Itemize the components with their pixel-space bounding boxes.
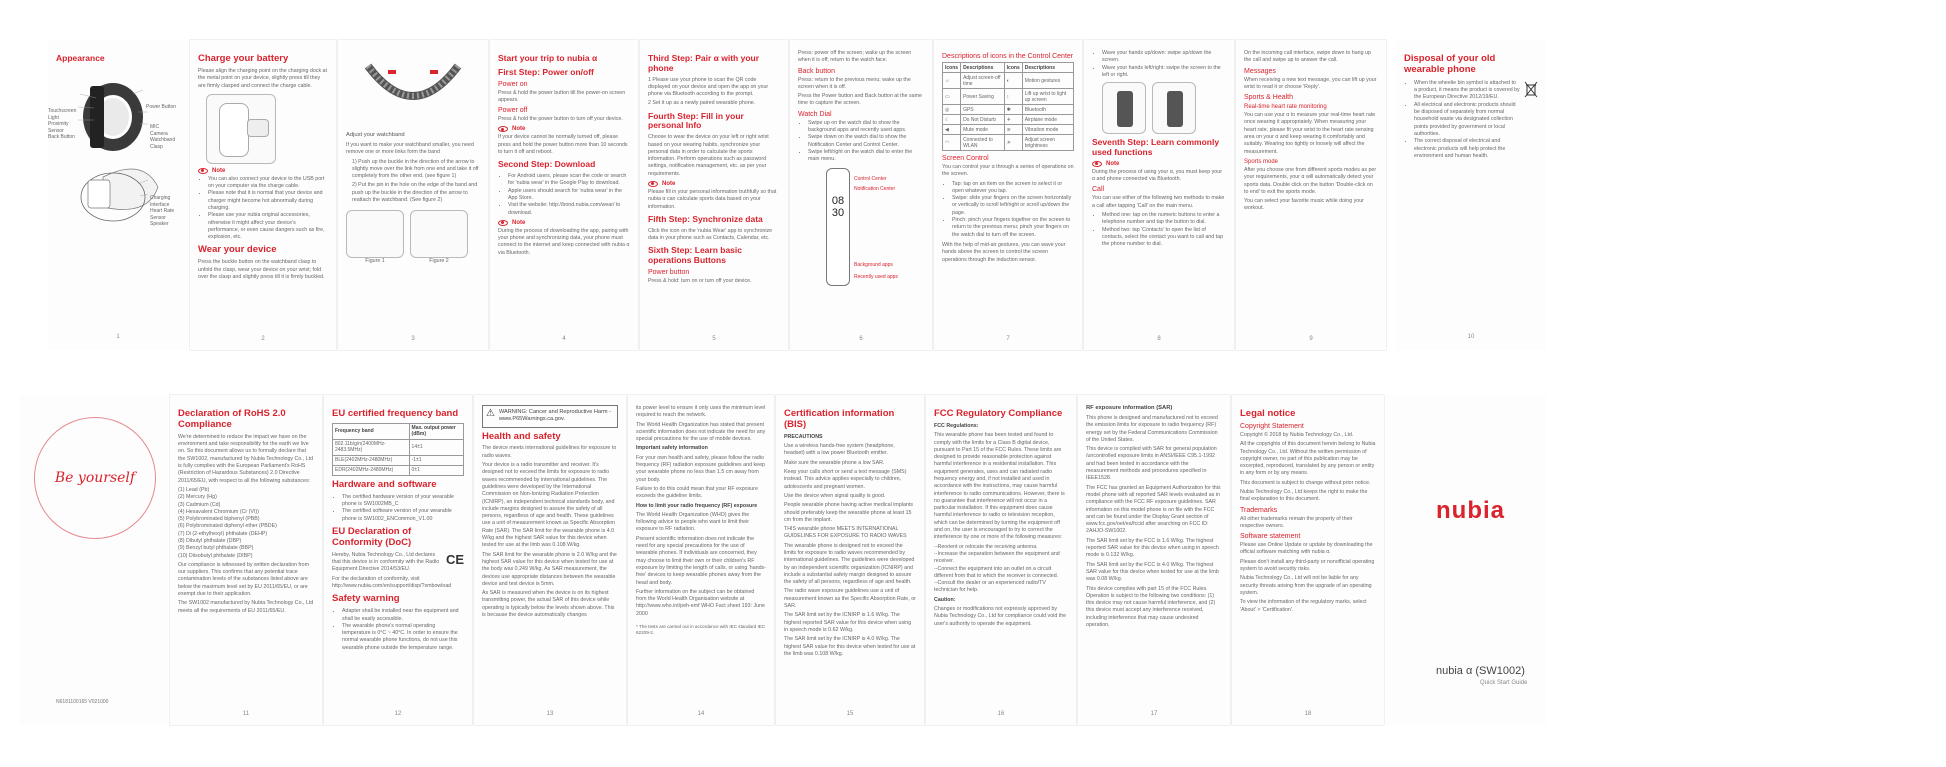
page-number: 16 bbox=[997, 711, 1005, 717]
sar-text: This phone is designed and manufactured not to exceed the emission limits for exposure to radio frequency (RF) energy set by the Federal Communications Commission of the United States. bbox=[1086, 414, 1218, 443]
page-8 bbox=[1084, 40, 1234, 350]
bis-text: Keep your calls short or send a text message (SMS) instead. This advice applies especially to children, adolescents and pregnant women. bbox=[784, 469, 907, 490]
sar-text: This device complies with part 15 of the FCC Rules. Operation is subject to the following two conditions: (1) this device may not cause harmful interference, and (2) this device must accept any interference received, including interference that may cause undesired operation. bbox=[1086, 585, 1216, 628]
label-sensor: Sensor bbox=[48, 127, 64, 134]
adjust-heading: Adjust your watchband bbox=[346, 132, 405, 138]
page-title: FCC Regulatory Compliance bbox=[934, 408, 1063, 419]
sports-mode-heading: Sports mode bbox=[1244, 158, 1279, 165]
gesture-illustrations bbox=[1102, 82, 1226, 134]
page-number: 14 bbox=[697, 711, 705, 717]
list-item: • Method two: tap 'Contacts' to open the list of contacts, select the contact you want to call and tap the phone number to dial. bbox=[1102, 227, 1226, 249]
slogan-text: Be yourself bbox=[54, 470, 136, 486]
rohs-compliance-text: Our compliance is witnessed by written declaration from our suppliers. This confirms that any potential trace contamination levels of the substances listed above are below the maximum level set by EU 2011/65/EU, or are exempt due to their application. bbox=[178, 561, 310, 598]
table-row: EDR(2402MHz-2480MHz) 0±1 bbox=[333, 465, 464, 475]
page-12 bbox=[324, 395, 472, 725]
page-15 bbox=[776, 395, 924, 725]
list-item: • Swipe down on the watch dial to show the Notification Center and Control Center. bbox=[808, 134, 924, 149]
list-item: • Swipe up on the watch dial to show the background apps and recently used apps. bbox=[808, 120, 924, 135]
caution-text: Changes or modifications not expressly approved by Nubia Technology Co., Ltd for compliance could void the user's authority to operate the equipment. bbox=[934, 606, 1067, 627]
list-item: (8) Dibutyl phthalate (DBP) bbox=[178, 538, 242, 544]
nubia-logo: nubia bbox=[1436, 497, 1505, 524]
rf-text: The World Health Organization has stated that present scientific information does not indicate the need for any special precautions for the use of mobile devices. bbox=[636, 421, 766, 443]
list-item: • All electrical and electronic products should be disposed of separately from normal household waste via designated collection points provided by government or local authorities. bbox=[1414, 102, 1520, 138]
rf-text: Failure to do this could mean that your RF exposure exceeds the guideline limits. bbox=[636, 485, 758, 500]
note-icon bbox=[498, 126, 508, 132]
figure-2-caption: Figure 2 bbox=[429, 258, 449, 265]
table-header: Icons bbox=[943, 63, 961, 73]
incoming-call-text: On the incoming call interface, swipe down to hang up the call and swipe up to answer the call. bbox=[1244, 50, 1371, 64]
safety-text: As SAR is measured when the device is on its highest transmitting power, the actual SAR of this device while operating is typically below the levels shown above. This is because the device automatically changes bbox=[482, 590, 615, 618]
page-number: 6 bbox=[859, 336, 863, 342]
label-speaker: Speaker bbox=[150, 221, 169, 227]
step-title: Sixth Step: Learn basic operations Buttons bbox=[648, 245, 742, 266]
page-7 bbox=[934, 40, 1082, 350]
call-heading: Call bbox=[1092, 186, 1105, 194]
page-16 bbox=[926, 395, 1076, 725]
wear-text: Press the buckle button on the watchband clasp to unfold the clasp, wear your device on your wrist; fold over the clasp and slightly press till it is firmly buckled. bbox=[198, 259, 325, 280]
page-number: 5 bbox=[712, 336, 716, 342]
caution-heading: Caution: bbox=[934, 596, 956, 603]
wave-left-right-image bbox=[1152, 82, 1196, 134]
list-item: • The wearable phone's normal operating temperature is 0°C ~ 40°C. In order to ensure the normal wearable phone functions, do not use this wearable phone outside the temperature range. bbox=[342, 623, 464, 652]
label-light: Light bbox=[48, 114, 59, 121]
note-icon bbox=[1092, 161, 1102, 167]
doc-text: Hereby, Nubia Technology Co., Ltd declares that this device is in conformity with the Radio Equipment Directive 2014/53/EU. bbox=[332, 551, 440, 573]
power-on-heading: Power on bbox=[498, 80, 528, 88]
bis-text: Make sure the wearable phone a low SAR. bbox=[784, 459, 885, 466]
step-title: Fifth Step: Synchronize data bbox=[648, 213, 763, 224]
note-icon bbox=[198, 168, 208, 174]
substance-list bbox=[178, 487, 314, 560]
list-item: • Wave your hands left/right: swipe the screen to the left or right. bbox=[1102, 65, 1226, 80]
page-1 bbox=[48, 40, 188, 350]
list-item: • Adapter shall be installed near the equipment and shall be easily accessible. bbox=[342, 608, 464, 623]
table-header: Descriptions bbox=[961, 63, 1005, 73]
page-title: Declaration of RoHS 2.0 Compliance bbox=[178, 408, 286, 430]
page-number: 7 bbox=[1006, 336, 1010, 342]
section-title: EU Declaration of Conformity (DoC) bbox=[332, 526, 412, 548]
pair-step: 1 Please use your phone to scan the QR code displayed on your device and open the app on your phone via Bluetooth according to the prompt. bbox=[648, 76, 769, 98]
legal-text: Please use Online Update or update by downloading the official software matching with nubia α. bbox=[1240, 542, 1373, 556]
sar-text: The FCC has granted an Equipment Authorization for this model phone with all reported SAR levels evaluated as in compliance with the FCC RF exposure guidelines. SAR information on this model phone is on file with the FCC and can be found under the Display Grant section of www.fcc.gov/oet/ea/fccid after searching on FCC ID: 2AHJO-SW1002. bbox=[1086, 484, 1221, 535]
page-number: 11 bbox=[242, 711, 250, 717]
legal-text: This document is subject to change without prior notice. bbox=[1240, 479, 1371, 486]
page-2 bbox=[190, 40, 336, 350]
bis-text: The SAR limit set by the ICNIRP is 4.0 W/kg. The highest SAR value for this device when tested for use at the limb was 0.108 W/kg. bbox=[784, 636, 916, 657]
page-number: 8 bbox=[1157, 336, 1161, 342]
step-title: Third Step: Pair α with your phone bbox=[648, 53, 760, 73]
list-item: • Pinch: pinch your fingers together on the screen to return to the previous menu; pinch your fingers on the watch dial to turn off the screen. bbox=[952, 217, 1074, 239]
table-row: 802.11b/g/n(2400MHz-2483.5MHz) 14±1 bbox=[333, 439, 464, 455]
note-heading: Note bbox=[198, 168, 328, 174]
label-background-apps: Background apps bbox=[854, 261, 893, 268]
page-number: 10 bbox=[1467, 334, 1475, 340]
table-row: ◎ GPS ✱ Bluetooth bbox=[943, 105, 1074, 115]
bis-text: THIS wearable phone MEETS INTERNATIONAL GUIDELINES FOR EXPOSURE TO RADIO WAVES bbox=[784, 526, 907, 540]
list-item: (4) Hexavalent Chromium (Cr (VI)) bbox=[178, 508, 259, 515]
step-title: Fourth Step: Fill in your personal Info bbox=[648, 110, 744, 131]
icon-table bbox=[942, 62, 1074, 151]
pair-step: 2 Set it up as a newly paired wearable phone. bbox=[648, 100, 756, 107]
rf-text: Further information on the subject can be obtained from the World Health Organisation website at http://www.who.int/peh-emf WHO Fact sheet 193: June 2000 bbox=[636, 588, 765, 617]
list-item: • Please use your nubia original accessories, otherwise it might affect your device's performance, or even cause dangers such as fire, explosion, etc. bbox=[208, 212, 328, 241]
important-heading: Important safety information bbox=[636, 445, 708, 452]
page-number: 15 bbox=[846, 711, 854, 717]
trademarks-heading: Trademarks bbox=[1240, 506, 1278, 514]
sar-text: The SAR limit set by the FCC is 1.6 W/kg. The highest reported SAR value for this device when using in speech mode is 0.132 W/kg. bbox=[1086, 537, 1219, 559]
legal-text: All the copyrights of this document herein belong to Nubia Technology Co., Ltd. Without the written permission of copyright owner, no part of this publication may be excerpted, reproduced, translated by any person or entity in any form or by any means. bbox=[1240, 441, 1376, 477]
power-off-heading: Power off bbox=[498, 107, 528, 115]
list-item: • Apple users should search for 'nubia wear' in the App Store. bbox=[508, 188, 630, 203]
fcc-text: This wearable phone has been tested and found to comply with the limits for a Class B digital device, pursuant to Part 15 of the FCC Rules. These limits are designed to provide reasonable protection against harmful interference in a residential installation. This equipment generates, uses and can radiated radio frequency energy and, if not installed and used in accordance with the instructions, may cause harmful interference to radio communications. However, there is no guarantee that interference will not occur in a particular installation. If this equipment does cause harmful interference to radio or television reception, which can be determined by turning the equipment off and on, the user is encouraged to try to correct the interference by one or more of the following measures: bbox=[934, 432, 1065, 541]
sports-health-heading: Sports & Health bbox=[1244, 94, 1294, 102]
label-interface: Interface bbox=[150, 201, 170, 208]
vibration-icon: ≋ bbox=[1004, 125, 1022, 135]
warning-box bbox=[482, 405, 618, 428]
page-10 bbox=[1396, 40, 1546, 350]
music-text: You can select your favorite music while doing your workout. bbox=[1244, 198, 1364, 212]
note-text: During the process of using your α, you must keep your α and phone connected via Bluetooth. bbox=[1092, 168, 1222, 183]
battery-icon: ▭ bbox=[943, 89, 961, 105]
list-item: (9) Benzyl butyl phthalate (BBP) bbox=[178, 545, 254, 552]
page-number: 3 bbox=[411, 336, 415, 342]
watch-dial-heading: Watch Dial bbox=[798, 110, 832, 118]
messages-heading: Messages bbox=[1244, 67, 1276, 75]
list-item: • The certified software version of your wearable phone is SW1002_ENCommon_V1.00 bbox=[342, 508, 464, 523]
rohs-conclusion-text: The SW1002 manufactured by Nubia Technology Co., Ltd meets all the requirements of EU 2011/65/EU. bbox=[178, 600, 314, 614]
table-header: Max. output power (dBm) bbox=[409, 423, 463, 439]
page-title: Health and safety bbox=[482, 430, 561, 442]
page-13 bbox=[474, 395, 626, 725]
list-item: (5) Polybrominated biphenyl (PBB) bbox=[178, 516, 260, 523]
adjust-text: If you want to make your watchband smaller, you need remove one or more links form the band bbox=[346, 141, 474, 156]
screen-control-text: You can control your α through a series of operations on the screen. bbox=[942, 164, 1074, 178]
sync-text: Click the icon on the 'nubia Wear' app to synchronize data in your phone such as Contacts, Calendar, etc. bbox=[648, 227, 773, 241]
note-text: If your device cannot be normally turned off, please press and hold the power button more than 10 seconds to turn it off and reboot. bbox=[498, 134, 628, 156]
charge-text: Please align the charging point on the charging dock at the metal point on your device, slightly press till they are firmly clasped and connect the charge cable. bbox=[198, 67, 327, 89]
note-heading: Note bbox=[498, 220, 630, 226]
label-charging: Charging bbox=[150, 195, 171, 201]
legal-text: Nubia Technology Co., Ltd keeps the right to make the final explanation to this document. bbox=[1240, 489, 1368, 503]
bis-text: Use a wireless hands-free system (headphone, headset) with a low power Bluetooth emitter. bbox=[784, 443, 895, 457]
page-title: Certification information (BIS) bbox=[784, 408, 895, 430]
label-touchscreen: Touchscreen bbox=[48, 108, 77, 114]
figure-2-image bbox=[410, 210, 468, 258]
table-row: ▭ Power Saving ↕ Lift up wrist to light up screen bbox=[943, 89, 1074, 105]
figure-1-caption: Figure 1 bbox=[365, 258, 385, 265]
mute-icon: ◀ bbox=[943, 125, 961, 135]
safety-text: Your device is a radio transmitter and receiver. It's designed not to exceed the limits for exposure to radio waves recommended by international guidelines. The guidelines were developed by the International Commission on Non-Ionizing Radiation Protection (ICNIRP), an independent technical standards body, and include margins designed to assure the safety of all persons, regardless of age and health. These guidelines use a unit of measurement known as Specific Absorption Rate (SAR). The SAR limit for the wearable phone is 4.0 W/kg and the highest SAR value for this device when tested for use at the limb was 0.108 W/kg. bbox=[482, 462, 616, 549]
list-item: • Method one: tap on the numeric buttons to enter a telephone number and tap the button to dial. bbox=[1102, 212, 1226, 227]
list-item: • Swipe: slide your fingers on the screen horizontally or vertically to scroll left/right or scroll up/down the page. bbox=[952, 195, 1074, 217]
power-button-heading: Power button bbox=[648, 268, 690, 276]
motion-icon: ◐ bbox=[1004, 73, 1022, 89]
note-heading: Note bbox=[648, 181, 780, 187]
page-5 bbox=[640, 40, 788, 350]
section-title: Charge your battery bbox=[198, 53, 289, 64]
note-icon bbox=[648, 181, 658, 187]
list-item: (1) Lead (Pb) bbox=[178, 486, 210, 493]
step-title: Second Step: Download bbox=[498, 159, 596, 170]
legal-text: To view the information of the regulatory marks, select 'About' > 'Certification'. bbox=[1240, 599, 1367, 613]
label-heart-rate: Heart Rate bbox=[150, 208, 175, 214]
page-9 bbox=[1236, 40, 1386, 350]
list-item: (10) Diisobutyl phthalate (DIBP) bbox=[178, 552, 253, 559]
lift-wrist-icon: ↕ bbox=[1004, 89, 1022, 105]
power-off-text: Press & hold the power button to turn off your device. bbox=[498, 116, 623, 123]
screen-off-icon: ☼ bbox=[943, 73, 961, 89]
info-text: Choose to wear the device on your left or right wrist based on your wearing habits, synchronize your personal data in order to calculate the sports information. Perform operations such as password settings, notification management, etc. as per your requirements. bbox=[648, 134, 769, 177]
copyright-heading: Copyright Statement bbox=[1240, 422, 1304, 430]
warning-text: WARNING: Cancer and Reproductive Harm - www.P65Warnings.ca.gov. bbox=[498, 409, 611, 423]
legal-text: Please don't install any third-party or nonofficial operating system to avoid security risks. bbox=[1240, 558, 1375, 573]
label-back-button: Back Button bbox=[48, 134, 75, 140]
page-6 bbox=[790, 40, 932, 350]
rf-text: its power level to ensure it only uses the minimum level required to reach the network. bbox=[636, 405, 766, 419]
bis-text: The radio wave exposure guidelines use a unit of measurement known as the Specific Absorption Rate, or SAR. bbox=[784, 588, 916, 610]
screenshot-text: Press the Power button and Back button at the same time to capture the screen. bbox=[798, 93, 922, 107]
watchband-illustration bbox=[358, 56, 468, 126]
list-item: (3) Cadmium (Cd) bbox=[178, 501, 221, 508]
dial-time-minutes: 30 bbox=[831, 206, 845, 219]
watch-dial-diagram bbox=[798, 168, 924, 288]
charge-notes bbox=[198, 176, 328, 242]
wave-up-down-image bbox=[1102, 82, 1146, 134]
page-17 bbox=[1078, 395, 1230, 725]
back-button-heading: Back button bbox=[798, 67, 835, 75]
power-press-text: Press: power off the screen; wake up the screen when it is off; return to the watch face. bbox=[798, 50, 912, 64]
list-item: • When the wheelie bin symbol is attached to a product, it means the product is covered by the European Directive 2012/19/EU. bbox=[1414, 80, 1520, 102]
wheelie-bin-icon bbox=[1524, 81, 1538, 99]
section-title: Wear your device bbox=[198, 244, 277, 256]
rf-text: Present scientific information does not indicate the need for any special precautions for the use of wearable phones. If individuals are concerned, they may choose to limit their own or their children's RF exposure by limiting the length of calls, or using 'hands-free' devices to keep wearable phones away from the head and body. bbox=[636, 535, 766, 586]
list-item: • Wave your hands up/down: swipe up/down the screen. bbox=[1102, 50, 1226, 65]
label-mic: MIC bbox=[150, 124, 160, 130]
page-number: 17 bbox=[1150, 711, 1158, 717]
list-item: • Swipe left/right on the watch dial to enter the main menu. bbox=[808, 149, 924, 164]
label-power-button: Power Button bbox=[146, 104, 177, 110]
page-11 bbox=[170, 395, 322, 725]
note-icon bbox=[498, 220, 508, 226]
list-item: --Increase the separation between the equipment and receiver. bbox=[934, 550, 1060, 565]
page-number: 2 bbox=[261, 336, 265, 342]
power-on-text: Press & hold the power button till the power-on screen appears. bbox=[498, 89, 626, 103]
label-recent-apps: Recently used apps bbox=[854, 273, 898, 280]
guide-title: Quick Start Guide bbox=[1480, 680, 1528, 686]
sar-text: The SAR limit set by the FCC is 4.0 W/kg. The highest SAR value for this device when tested for use at the limb was 0.08 W/kg. bbox=[1086, 561, 1219, 583]
page-title: Legal notice bbox=[1240, 408, 1296, 419]
adjust-step: 1) Push up the buckle in the direction of the arrow to slightly move over the link from one end and take it off completely from the other end. (see figure 1) bbox=[352, 158, 479, 180]
ce-mark: CE bbox=[445, 551, 464, 567]
page-title: EU certified frequency band bbox=[332, 408, 459, 419]
table-header: Descriptions bbox=[1022, 63, 1073, 73]
software-statement-heading: Software statement bbox=[1240, 533, 1301, 541]
note-heading: Note bbox=[1092, 161, 1226, 167]
brightness-icon: ☀ bbox=[1004, 135, 1022, 151]
label-clasp: Clasp bbox=[150, 143, 163, 150]
airplane-icon: ✈ bbox=[1004, 115, 1022, 125]
page-title: Descriptions of icons in the Control Center bbox=[942, 53, 1074, 60]
page-title: Appearance bbox=[56, 53, 105, 63]
section-title: Safety warning bbox=[332, 593, 400, 605]
doc-link[interactable]: For the declaration of conformity, visit http://www.nubia.com/en/support/disp/?smbowload bbox=[332, 575, 452, 590]
list-item: (2) Mercury (Hg) bbox=[178, 494, 217, 501]
bis-text: Use the device when signal quality is good. bbox=[784, 492, 886, 499]
table-row: ☼ Adjust screen-off time ◐ Motion gestures bbox=[943, 73, 1074, 89]
label-control-center: Control Center bbox=[854, 175, 887, 182]
page-number: 9 bbox=[1309, 336, 1313, 342]
bis-text: People wearable phone having active medical implants should preferably keep the wearable phone at least 15 cm from the implant. bbox=[784, 502, 913, 523]
rf-text: The World Health Organization (WHO) gives the following advice to people who want to limit their exposure to RF radiation. bbox=[636, 511, 750, 533]
rf-text: For your own health and safety, please follow the radio frequency (RF) radiation exposure guidelines and keep your wearable phone no less than 1.5 cm away from your body. bbox=[636, 454, 765, 483]
page-back-cover bbox=[20, 395, 168, 725]
download-link[interactable]: • Visit the website: http://bond.nubia.com/wear/ to download. bbox=[508, 202, 630, 217]
section-title: Hardware and software bbox=[332, 478, 437, 490]
note-text: During the process of downloading the app, pairing with your phone and synchronizing data, your phone must connect to the internet and keep connected with nubia α via Bluetooth. bbox=[498, 227, 630, 256]
page-number: 18 bbox=[1304, 711, 1312, 717]
page-number: 1 bbox=[116, 334, 120, 340]
table-row: BLE(2402MHz-2480MHz) -1±1 bbox=[333, 455, 464, 465]
page-18 bbox=[1232, 395, 1384, 725]
slogan-circle bbox=[34, 417, 156, 539]
step-title: First Step: Power on/off bbox=[498, 66, 594, 77]
figure-1-image bbox=[346, 210, 404, 258]
table-header: Icons bbox=[1004, 63, 1022, 73]
page-4 bbox=[490, 40, 638, 350]
adjust-step: 2) Put the pin in the hole on the edge of the band and push up the buckle in the direction of the arrow to reattach the watchband. (See figure 2) bbox=[352, 182, 478, 204]
list-item: • Tap: tap on an item on the screen to select it or open whatever you tap. bbox=[952, 181, 1074, 196]
label-camera: Camera bbox=[150, 130, 168, 137]
charging-illustration bbox=[206, 94, 276, 164]
page-number: 12 bbox=[394, 711, 402, 717]
heart-rate-text: You can use your α to measure your real-time heart rate once wearing it appropriately. When measuring your heart rate, please fit your wrist to the heart rate sensing area on your α and keep wearing it comfortably and suitably. Wearing too tightly or loosely will affect the measurement. bbox=[1244, 112, 1376, 155]
list-item: --Consult the dealer or an experienced radio/TV technician for help. bbox=[934, 580, 1046, 594]
list-item: • For Android users, please scan the code or search for 'nubia wear' in the Google Play to download. bbox=[508, 173, 630, 188]
messages-text: When receiving a new text message, you can lift up your wrist to read it or choose 'Reply'. bbox=[1244, 76, 1377, 90]
bluetooth-icon: ✱ bbox=[1004, 105, 1022, 115]
list-item: (7) Di (2-ethylhexyl) phthalate (DEHP) bbox=[178, 530, 268, 537]
label-notification-center: Notification Center bbox=[854, 185, 896, 192]
table-row: ◠ Connected to WLAN ☀ Adjust screen brightness bbox=[943, 135, 1074, 151]
table-header: Frequency band bbox=[333, 423, 410, 439]
list-item: (6) Polybrominated diphenyl ether (PBDE) bbox=[178, 523, 277, 530]
page-number: 13 bbox=[546, 711, 554, 717]
note-heading: Note bbox=[498, 126, 630, 132]
legal-text: Nubia Technology Co., Ltd will not be liable for any security threats arising from the upgrade of an operating system. bbox=[1240, 575, 1372, 596]
power-button-text: Press & hold: turn on or turn off your device. bbox=[648, 277, 752, 284]
list-item: • The certified hardware version of your wearable phone is SW1002MB_C bbox=[342, 494, 464, 509]
gps-icon: ◎ bbox=[943, 105, 961, 115]
call-text: You can use either of the following two methods to make a call after tapping 'Call' on the main menu. bbox=[1092, 195, 1225, 209]
sar-text: This device is complied with SAR for general population /uncontrolled exposure limits in ANSI/IEEE C95.1-1992 and had been tested in accordance with the measurement methods and procedures specified in IEEE1528. bbox=[1086, 446, 1217, 482]
list-item: --Reorient or relocate the receiving antenna. bbox=[934, 543, 1038, 550]
page-number: 4 bbox=[562, 336, 566, 342]
page-front-cover bbox=[1386, 395, 1546, 725]
label-hr-sensor: Sensor bbox=[150, 214, 166, 221]
legal-text: Copyright © 2018 by Nubia Technology Co., Ltd. bbox=[1240, 431, 1354, 438]
limit-heading: How to limit your radio frequency (RF) exposure bbox=[636, 502, 758, 509]
screen-control-heading: Screen Control bbox=[942, 155, 989, 162]
legal-text: All other trademarks remain the property of their respective owners. bbox=[1240, 515, 1353, 529]
footnote: * The tests are carried out in accordance with IEC standard IEC 62209-2. bbox=[636, 624, 766, 636]
gesture-text: With the help of mid-air gestures, you can wave your hands above the screen to control the screen operations through the induction sensor. bbox=[942, 241, 1066, 263]
rohs-text: We're determined to reduce the impact we have on the environment and take responsibility for the earth we live on. So this document allows us to formally declare that the SW1002, manufactured by Nubia Technology Co., Ltd is fully complies with the European Parliament's RoHS (Restriction of Hazardous Substances) 2.0 Directive 2011/65/EU, with respect to all the following substances: bbox=[178, 433, 314, 484]
step-title: Seventh Step: Learn commonly used functions bbox=[1092, 137, 1220, 157]
moon-icon: ☾ bbox=[943, 115, 961, 125]
label-proximity: Proximity bbox=[48, 121, 69, 127]
document-code: N6181100165 V021000 bbox=[56, 699, 109, 705]
wifi-icon: ◠ bbox=[943, 135, 961, 151]
sar-heading: RF exposure information (SAR) bbox=[1086, 405, 1173, 411]
page-title: Start your trip to nubia α bbox=[498, 53, 598, 63]
heart-rate-heading: Real-time heart rate monitoring bbox=[1244, 104, 1327, 111]
list-item: • The correct disposal of electrical and electronic products will help protect the environment and human health. bbox=[1414, 138, 1520, 160]
back-button-text: Press: return to the previous menu; wake up the screen when it is off. bbox=[798, 76, 911, 90]
page-14 bbox=[628, 395, 774, 725]
table-row: ☾ Do Not Disturb ✈ Airplane mode bbox=[943, 115, 1074, 125]
fcc-regulations-heading: FCC Regulations: bbox=[934, 422, 979, 429]
dial-time-hours: 08 bbox=[831, 194, 845, 207]
sports-mode-text: After you choose one from different sports modes as per your requirements, your α will automatically detect your sports data. Double click on the button 'Double-click on to end' to exit the sports mode. bbox=[1244, 166, 1377, 195]
safety-text: The device meets international guidelines for exposure to radio waves. bbox=[482, 445, 617, 459]
list-item: • You can also connect your device to the USB port on your computer via the charge cable. bbox=[208, 176, 328, 191]
bis-text: The wearable phone is designed not to exceed the limits for exposure to radio waves recommended by international guidelines. The guidelines were developed by an independent scientific organization (ICNIRP) and include a substantial safety margin designed to assure the safety of all persons, regardless of age and health. bbox=[784, 542, 915, 586]
precautions-heading: PRECAUTIONS bbox=[784, 433, 823, 440]
safety-text: The SAR limit for the wearable phone is 2.0 W/kg and the highest SAR value for this device when tested for use at the body was 0.249 W/kg. As SAR measurement, the devices use appropriate distances between the wearable device and test device is 5mm. bbox=[482, 551, 617, 587]
list-item: • Please note that it is normal that your device and charger might become hot abnormally during charging. bbox=[208, 190, 328, 212]
page-title: Disposal of your old wearable phone bbox=[1404, 53, 1496, 75]
note-text: Please fill in your personal information truthfully so that nubia α can calculate sports data based on your information. bbox=[648, 189, 777, 210]
list-item: --Connect the equipment into an outlet on a circuit different from that to which the receiver is connected. bbox=[934, 565, 1059, 579]
warning-triangle-icon: ⚠ bbox=[486, 408, 495, 419]
table-row: ◀ Mute mode ≋ Vibration mode bbox=[943, 125, 1074, 135]
page-3 bbox=[338, 40, 488, 350]
frequency-table bbox=[332, 423, 464, 476]
product-name: nubia α (SW1002) bbox=[1436, 665, 1525, 677]
label-watchband: Watchband bbox=[150, 137, 176, 143]
bis-text: The SAR limit set by the ICNIRP is 1.6 W/kg. The highest reported SAR value for this device when using in speech mode is 0.62 W/kg. bbox=[784, 612, 912, 633]
